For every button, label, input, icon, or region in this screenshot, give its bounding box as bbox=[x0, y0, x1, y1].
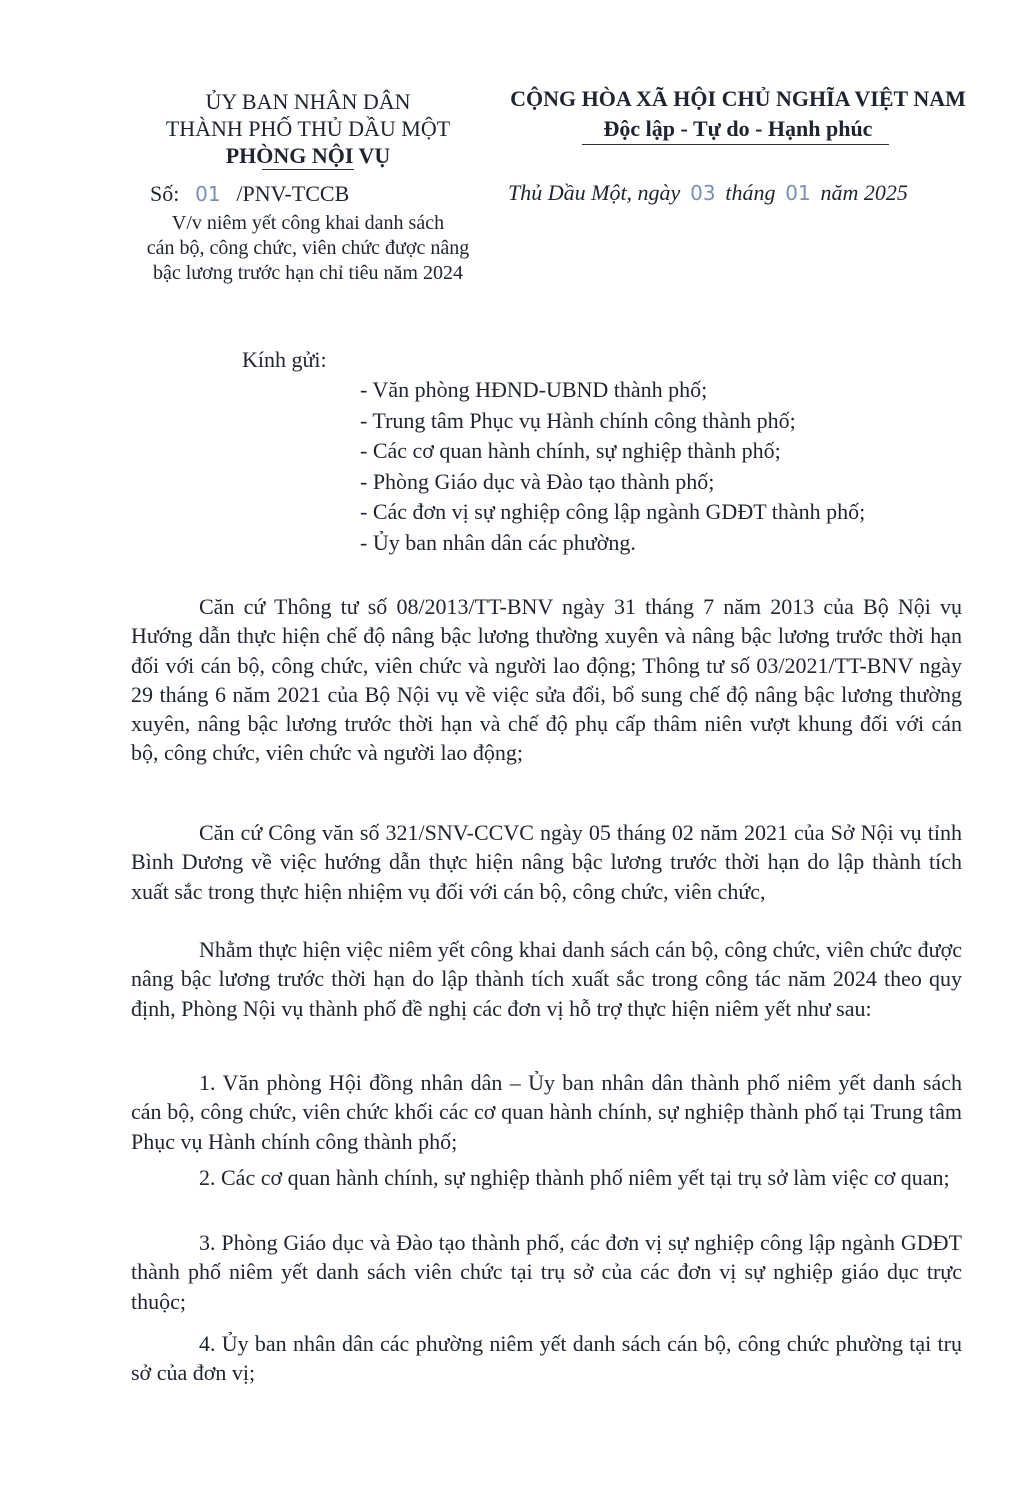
recipient-item: - Phòng Giáo dục và Đào tạo thành phố; bbox=[360, 468, 715, 494]
recipients-list bbox=[360, 375, 865, 558]
issuing-authority bbox=[95, 88, 521, 169]
paragraph-text: Căn cứ Công văn số 321/SNV-CCVC ngày 05 tháng 02 năm 2021 của Sở Nội vụ tỉnh Bình Dương về việc hướng dẫn thực hiện nâng bậc lương trước thời hạn do lập thành tích xuất sắc trong thực hiện nhiệm vụ đối với cán bộ, công chức, viên chức, bbox=[131, 820, 962, 904]
national-title-line-1: CỘNG HÒA XÃ HỘI CHỦ NGHĨA VIỆT NAM bbox=[510, 86, 966, 111]
body-paragraph-5 bbox=[131, 1163, 962, 1192]
number-suffix: /PNV-TCCB bbox=[236, 181, 350, 206]
recipient-item: - Các đơn vị sự nghiệp công lập ngành GDĐT thành phố; bbox=[360, 499, 866, 524]
number-handwritten: 01 bbox=[195, 182, 221, 206]
recipient-item: - Văn phòng HĐND-UBND thành phố; bbox=[360, 377, 708, 402]
document-number bbox=[150, 180, 349, 208]
subject-line-3: bậc lương trước hạn chỉ tiêu năm 2024 bbox=[153, 262, 463, 284]
motto-underline bbox=[582, 144, 889, 145]
date-month: 01 bbox=[785, 181, 811, 205]
subject-line-1: V/v niêm yết công khai danh sách bbox=[171, 212, 445, 234]
authority-line-2: THÀNH PHỐ THỦ DẦU MỘT bbox=[165, 116, 451, 141]
date-year: năm 2025 bbox=[820, 180, 908, 205]
paragraph-text: Căn cứ Thông tư số 08/2013/TT-BNV ngày 31 tháng 7 năm 2013 của Bộ Nội vụ Hướng dẫn thực hiện chế độ nâng bậc lương thường xuyên và nâng bậc lương trước thời hạn đối với cán bộ, công chức, viên chức và người lao động; Thông tư số 03/2021/TT-BNV ngày 29 tháng 6 năm 2021 của Bộ Nội vụ về việc sửa đổi, bổ sung chế độ nâng bậc lương thường xuyên, nâng bậc lương trước thời hạn và chế độ phụ cấp thâm niên vượt khung đối với cán bộ, công chức, viên chức và người lao động; bbox=[131, 594, 962, 766]
body-paragraph-6 bbox=[131, 1228, 962, 1316]
number-prefix: Số: bbox=[150, 181, 180, 206]
authority-line-3: PHÒNG NỘI VỤ bbox=[225, 143, 391, 168]
recipient-item: - Các cơ quan hành chính, sự nghiệp thành phố; bbox=[360, 438, 781, 463]
national-title bbox=[478, 84, 998, 144]
body-paragraph-3 bbox=[131, 935, 962, 1023]
authority-underline bbox=[262, 169, 354, 170]
body-paragraph-7 bbox=[131, 1329, 962, 1388]
body-paragraph-2 bbox=[131, 818, 962, 906]
paragraph-text: 4. Ủy ban nhân dân các phường niêm yết danh sách cán bộ, công chức phường tại trụ sở của đơn vị; bbox=[131, 1331, 962, 1386]
paragraph-text: Nhằm thực hiện việc niêm yết công khai danh sách cán bộ, công chức, viên chức được nâng bậc lương trước thời hạn do lập thành tích xuất sắc trong công tác năm 2024 theo quy định, Phòng Nội vụ thành phố đề nghị các đơn vị hỗ trợ thực hiện niêm yết như sau: bbox=[131, 937, 962, 1021]
date-prefix: Thủ Dầu Một, ngày bbox=[508, 180, 681, 205]
recipient-item: - Ủy ban nhân dân các phường. bbox=[360, 529, 636, 555]
paragraph-text: 1. Văn phòng Hội đồng nhân dân – Ủy ban nhân dân thành phố niêm yết danh sách cán bộ, công chức, viên chức khối các cơ quan hành chính, sự nghiệp thành phố tại Trung tâm Phục vụ Hành chính công thành phố; bbox=[131, 1070, 962, 1154]
document-date bbox=[508, 178, 908, 208]
recipients-label: Kính gửi: bbox=[242, 347, 327, 372]
authority-line-1: ỦY BAN NHÂN DÂN bbox=[205, 89, 411, 114]
recipient-item: - Trung tâm Phục vụ Hành chính công thành phố; bbox=[360, 407, 796, 433]
national-motto: Độc lập - Tự do - Hạnh phúc bbox=[603, 116, 873, 141]
body-paragraph-4 bbox=[131, 1068, 962, 1156]
date-month-label: tháng bbox=[725, 180, 776, 205]
paragraph-text: 3. Phòng Giáo dục và Đào tạo thành phố, các đơn vị sự nghiệp công lập ngành GDĐT thành phố niêm yết danh sách viên chức tại trụ sở của các đơn vị sự nghiệp giáo dục trực thuộc; bbox=[131, 1230, 962, 1314]
document-subject bbox=[75, 211, 541, 286]
paragraph-text: 2. Các cơ quan hành chính, sự nghiệp thành phố niêm yết tại trụ sở làm việc cơ quan; bbox=[199, 1165, 950, 1190]
date-day: 03 bbox=[690, 181, 716, 205]
subject-line-2: cán bộ, công chức, viên chức được nâng bbox=[146, 237, 470, 259]
body-paragraph-1 bbox=[131, 592, 962, 768]
